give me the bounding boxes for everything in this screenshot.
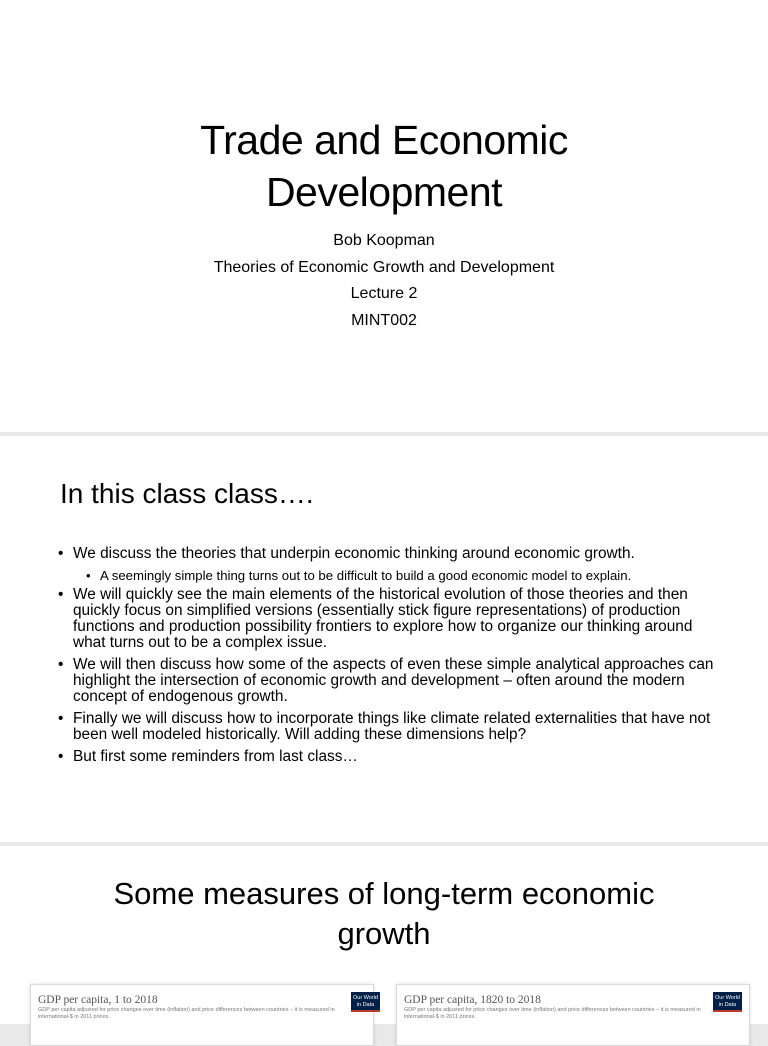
chart-thumbnail (30, 984, 378, 1046)
chart-thumbnail (396, 984, 750, 1046)
thumbnail-title: GDP per capita, 1820 to 2018 (404, 994, 541, 1006)
thumbnail-description: GDP per capita adjusted for price changes over time (inflation) and price differences between countries – it is measured in international-$ in 2011 prices. (38, 1007, 335, 1020)
bullet-item: • We discuss the theories that underpin economic thinking around economic growth. (58, 546, 728, 562)
slide-heading: In this class class…. (60, 478, 314, 509)
overview-slide (0, 436, 768, 842)
bullet-item: • But first some reminders from last class… (58, 749, 728, 765)
our-world-in-data-logo: Our World in Data (713, 992, 742, 1012)
course-name: Theories of Economic Growth and Development (213, 258, 555, 276)
bullet-item: • Finally we will discuss how to incorporate things like climate related externalities that have not been well modeled historically. Will adding these dimensions help? (58, 711, 728, 743)
bullet-list (58, 546, 728, 771)
bullet-item: • We will then discuss how some of the aspects of even these simple analytical approaches can highlight the intersection of economic growth and development – often around the modern concept of endogenous growth. (58, 657, 728, 705)
author: Bob Koopman (333, 232, 435, 249)
slide-title: Trade and Economic Development (200, 117, 568, 215)
bullet-item: • We will quickly see the main elements of the historical evolution of those theories and then quickly focus on simplified versions (essentially stick figure representations) of production functions and production possibility frontiers to explore how to organize our thinking around what turns out to be a complex issue. (58, 587, 728, 651)
thumbnail-title: GDP per capita, 1 to 2018 (38, 994, 158, 1006)
sub-bullet-item: • A seemingly simple thing turns out to be difficult to build a good economic model to explain. (58, 568, 728, 583)
lecture-number: Lecture 2 (350, 285, 418, 302)
measures-slide (0, 846, 768, 1024)
thumbnail-description: GDP per capita adjusted for price changes over time (inflation) and price differences between countries – it is measured in international-$ in 2011 prices. (404, 1007, 701, 1020)
title-slide (0, 0, 768, 432)
our-world-in-data-logo: Our World in Data (351, 992, 380, 1012)
course-code: MINT002 (351, 311, 417, 329)
slide-heading: Some measures of long-term economic growth (113, 876, 655, 951)
slide-subtitle (0, 228, 768, 334)
